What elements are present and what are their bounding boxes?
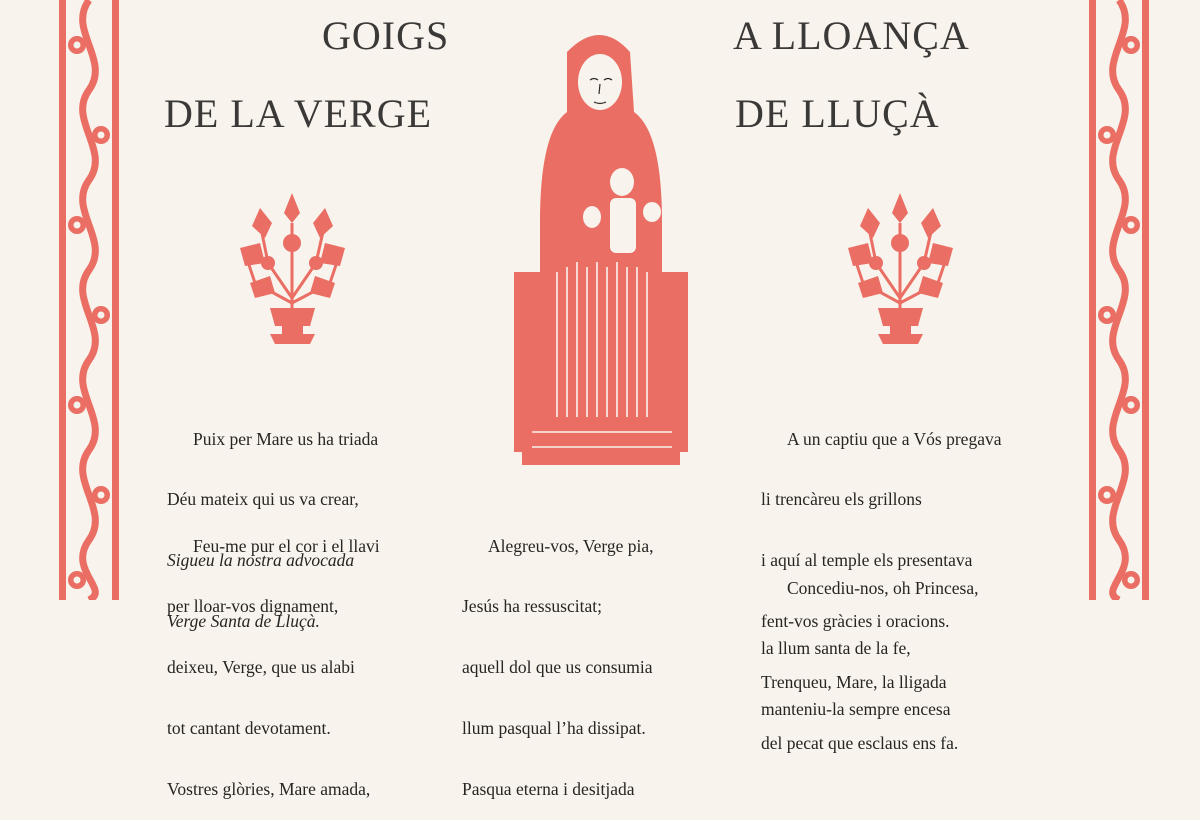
stanza-left-2 [167,495,380,820]
stanza-center-1 [462,495,654,820]
flower-vase-left-illustration [230,188,355,353]
stanza-line: Puix per Mare us ha triada [193,428,379,449]
stanza-line: Déu mateix qui us va crear, [167,489,359,510]
stanza-line: Feu-me pur el cor i el llavi [193,535,380,556]
stanza-line: Concediu-nos, oh Princesa, [787,577,979,598]
stanza-line: Pasqua eterna i desitjada [462,779,635,800]
stanza-line: tot cantant devotament. [167,718,331,739]
stanza-line: aquell dol que us consumia [462,657,653,678]
stanza-line: manteniu-la sempre encesa [761,699,951,720]
stanza-line: Jesús ha ressuscitat; [462,596,602,617]
stanza-right-2 [761,537,979,740]
stanza-line: del pecat que esclaus ens fa. [761,733,959,754]
title-a-lloanca: A LLOANÇA [733,13,970,58]
stanza-line-refrain: Sigueu la nostra advocada [167,550,355,571]
title-de-lluca: DE LLUÇÀ [735,91,940,136]
stanza-line: A un captiu que a Vós pregava [787,428,1002,449]
title-goigs: GOIGS [322,13,450,58]
stanza-line: fent-vos gràcies i oracions. [761,611,950,632]
flower-vase-right-illustration [838,188,963,353]
stanza-line: Trenqueu, Mare, la lligada [761,672,947,693]
stanza-line: li trencàreu els grillons [761,489,922,510]
stanza-line: i aquí al temple els presentava [761,550,973,571]
stanza-line: la llum santa de la fe, [761,638,911,659]
stanza-line: per lloar-vos dignament, [167,596,339,617]
stanza-line-refrain: Verge Santa de Lluçà. [167,611,320,632]
stanza-line: llum pasqual l’ha dissipat. [462,718,646,739]
stanza-line: Vostres glòries, Mare amada, [167,779,371,800]
virgin-of-lluca-woodcut [512,22,690,467]
left-floral-border [57,0,121,600]
stanza-line: Alegreu-vos, Verge pia, [488,535,654,556]
stanza-line: deixeu, Verge, que us alabi [167,657,355,678]
right-floral-border [1087,0,1151,600]
title-de-la-verge: DE LA VERGE [164,91,433,136]
